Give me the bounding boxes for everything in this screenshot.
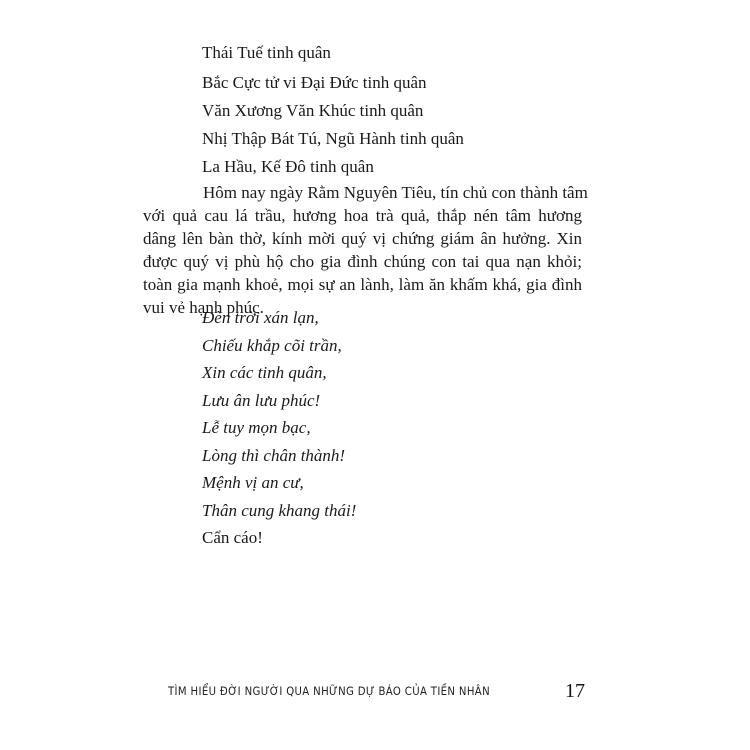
invocation-line: Nhị Thập Bát Tú, Ngũ Hành tinh quân xyxy=(202,129,464,148)
invocation-line: Văn Xương Văn Khúc tinh quân xyxy=(202,101,424,120)
verse-line: Đèn trời xán lạn, xyxy=(202,308,319,327)
invocation-line: Bắc Cực tử vi Đại Đức tinh quân xyxy=(202,73,427,92)
paragraph-line: với quả cau lá trầu, hương hoa trà quả, thắp nén tâm hương xyxy=(143,206,582,225)
paragraph-line: được quý vị phù hộ cho gia đình chúng con tai qua nạn khỏi; xyxy=(143,252,582,271)
paragraph-line: dâng lên bàn thờ, kính mời quý vị chứng giám ân hưởng. Xin xyxy=(143,229,582,248)
verse-line: Thân cung khang thái! xyxy=(202,501,357,520)
invocation-line: Thái Tuế tinh quân xyxy=(202,43,331,62)
paragraph-line: Hôm nay ngày Rằm Nguyên Tiêu, tín chủ con thành tâm xyxy=(203,183,588,202)
running-title: TÌM HIỂU ĐỜI NGƯỜI QUA NHỮNG DỰ BÁO CỦA TIỀN NHÂN xyxy=(168,684,490,698)
closing-line: Cẩn cáo! xyxy=(202,528,263,547)
verse-line: Chiếu khắp cõi trần, xyxy=(202,336,342,355)
paragraph-line: vui vẻ hạnh phúc. xyxy=(143,298,264,317)
paragraph-line: toàn gia mạnh khoẻ, mọi sự an lành, làm ăn khấm khá, gia đình xyxy=(143,275,582,294)
verse-line: Mệnh vị an cư, xyxy=(202,473,304,492)
invocation-line: La Hầu, Kế Đô tinh quân xyxy=(202,157,374,176)
verse-line: Lễ tuy mọn bạc, xyxy=(202,418,311,437)
verse-line: Lòng thì chân thành! xyxy=(202,446,346,465)
page-number: 17 xyxy=(565,680,585,702)
verse-line: Xin các tinh quân, xyxy=(202,363,327,382)
verse-line: Lưu ân lưu phúc! xyxy=(202,391,321,410)
